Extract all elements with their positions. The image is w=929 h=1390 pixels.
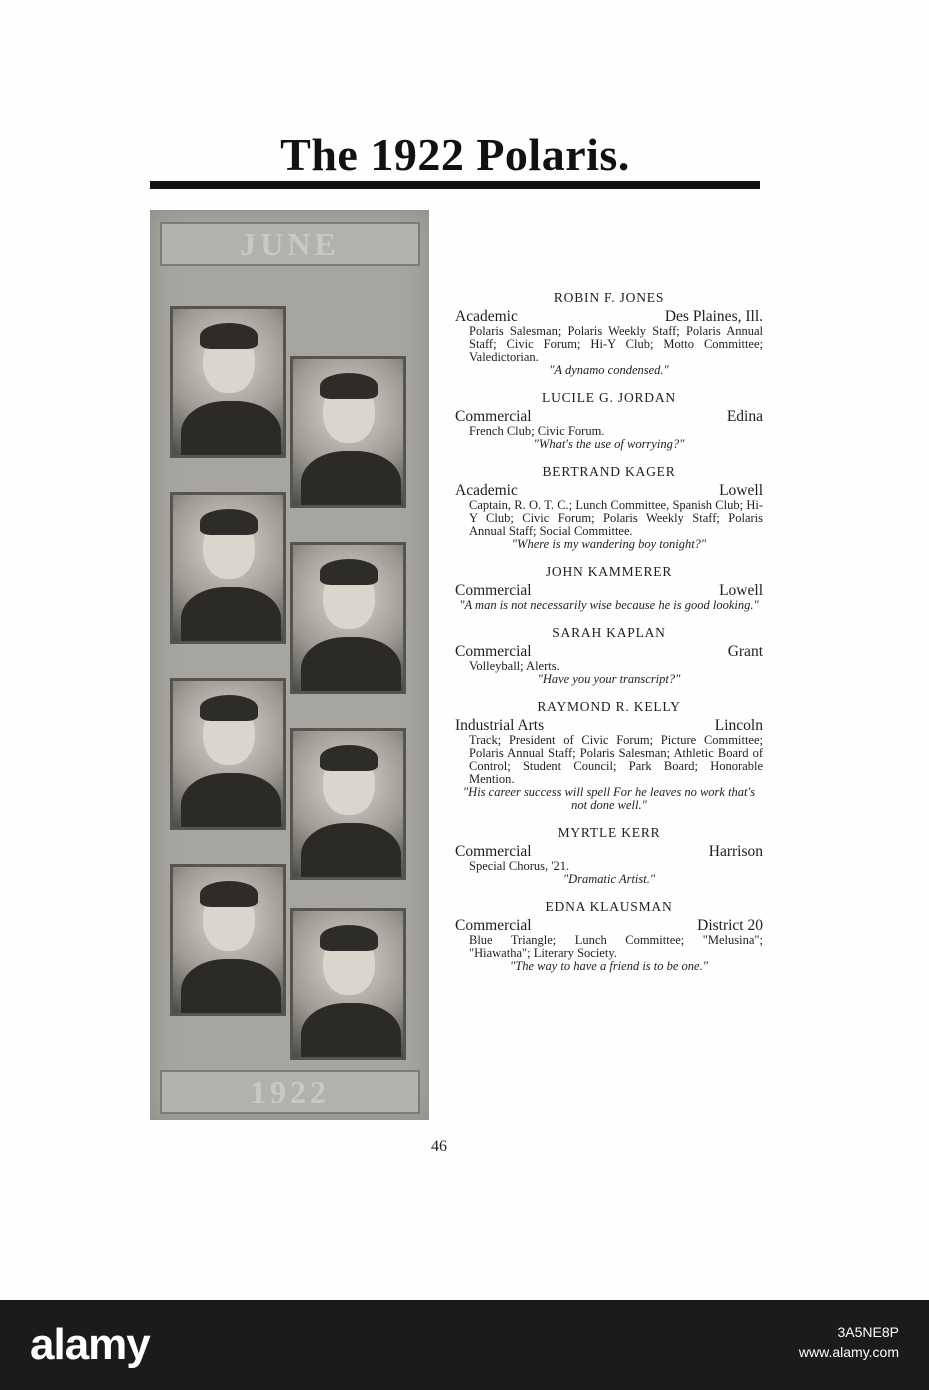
course: Academic	[455, 482, 518, 499]
activities: Special Chorus, '21.	[469, 859, 570, 873]
site-url: www.alamy.com	[798, 1344, 899, 1360]
quote: "The way to have a friend is to be one."	[510, 959, 708, 973]
student-entry	[455, 390, 763, 451]
course: Commercial	[455, 643, 532, 660]
student-name: EDNA KLAUSMAN	[545, 899, 673, 914]
course: Commercial	[455, 582, 532, 599]
student-name: MYRTLE KERR	[557, 825, 661, 840]
student-entry	[455, 464, 763, 551]
student-entry	[455, 899, 763, 973]
alamy-logo: alamy	[30, 1320, 150, 1369]
photo-panel	[150, 210, 429, 1120]
student-name: SARAH KAPLAN	[552, 625, 666, 640]
page-title: The 1922 Polaris.	[280, 129, 630, 180]
school: Grant	[727, 643, 763, 660]
student-name: ROBIN F. JONES	[553, 290, 665, 305]
school: Lowell	[719, 582, 763, 599]
quote: "Have you your transcript?"	[537, 672, 681, 686]
school: Edina	[726, 408, 763, 425]
portrait-photo	[170, 306, 286, 458]
activities: Captain, R. O. T. C.; Lunch Committee, Spanish Club; Hi-Y Club; Civic Forum; Polaris Weekly Staff; Polaris Annual Staff; Social Committee.	[469, 498, 763, 538]
school: Lincoln	[714, 717, 763, 734]
course: Industrial Arts	[455, 717, 545, 734]
student-entry	[455, 625, 763, 686]
portrait-photo	[290, 542, 406, 694]
quote: "A man is not necessarily wise because he is good looking."	[459, 598, 759, 612]
course: Commercial	[455, 408, 532, 425]
student-name: JOHN KAMMERER	[545, 564, 673, 579]
activities: Blue Triangle; Lunch Committee; "Melusina"; "Hiawatha"; Literary Society.	[469, 933, 763, 960]
portrait-photo	[290, 728, 406, 880]
portrait-photo	[170, 678, 286, 830]
portrait-photo	[170, 492, 286, 644]
course: Academic	[455, 308, 518, 325]
school: District 20	[697, 917, 763, 934]
page-number: 46	[431, 1138, 447, 1155]
senior-entries	[455, 290, 763, 986]
quote: "Where is my wandering boy tonight?"	[511, 537, 707, 551]
activities: French Club; Civic Forum.	[469, 424, 605, 438]
stock-image-info	[799, 1322, 899, 1362]
school: Des Plaines, Ill.	[664, 308, 763, 325]
student-entry	[455, 825, 763, 886]
portrait-photo	[170, 864, 286, 1016]
school: Harrison	[708, 843, 763, 860]
student-entry	[455, 564, 763, 612]
portrait-photo	[290, 356, 406, 508]
student-name: LUCILE G. JORDAN	[542, 390, 676, 405]
student-entry	[455, 290, 763, 377]
school: Lowell	[719, 482, 763, 499]
course: Commercial	[455, 917, 532, 934]
stock-watermark-bar	[0, 1300, 929, 1390]
panel-bottom-label: 1922	[160, 1070, 420, 1114]
course: Commercial	[455, 843, 532, 860]
quote: "What's the use of worrying?"	[533, 437, 685, 451]
quote: "His career success will spell For he leaves no work that's not done well."	[462, 785, 756, 812]
student-name: BERTRAND KAGER	[542, 464, 676, 479]
activities: Track; President of Civic Forum; Picture Committee; Polaris Annual Staff; Polaris Salesman; Athletic Board of Control; Student Council; Park Board; Honorable Mention.	[469, 733, 763, 786]
quote: "Dramatic Artist."	[562, 872, 656, 886]
student-name: RAYMOND R. KELLY	[537, 699, 681, 714]
title-rule	[150, 181, 760, 189]
student-entry	[455, 699, 763, 812]
panel-top-label: JUNE	[160, 222, 420, 266]
image-id: 3A5NE8P	[837, 1324, 899, 1340]
activities: Polaris Salesman; Polaris Weekly Staff; Polaris Annual Staff; Civic Forum; Hi-Y Club; Motto Committee; Valedictorian.	[469, 324, 763, 364]
portrait-photo	[290, 908, 406, 1060]
quote: "A dynamo condensed."	[549, 363, 669, 377]
activities: Volleyball; Alerts.	[469, 659, 560, 673]
